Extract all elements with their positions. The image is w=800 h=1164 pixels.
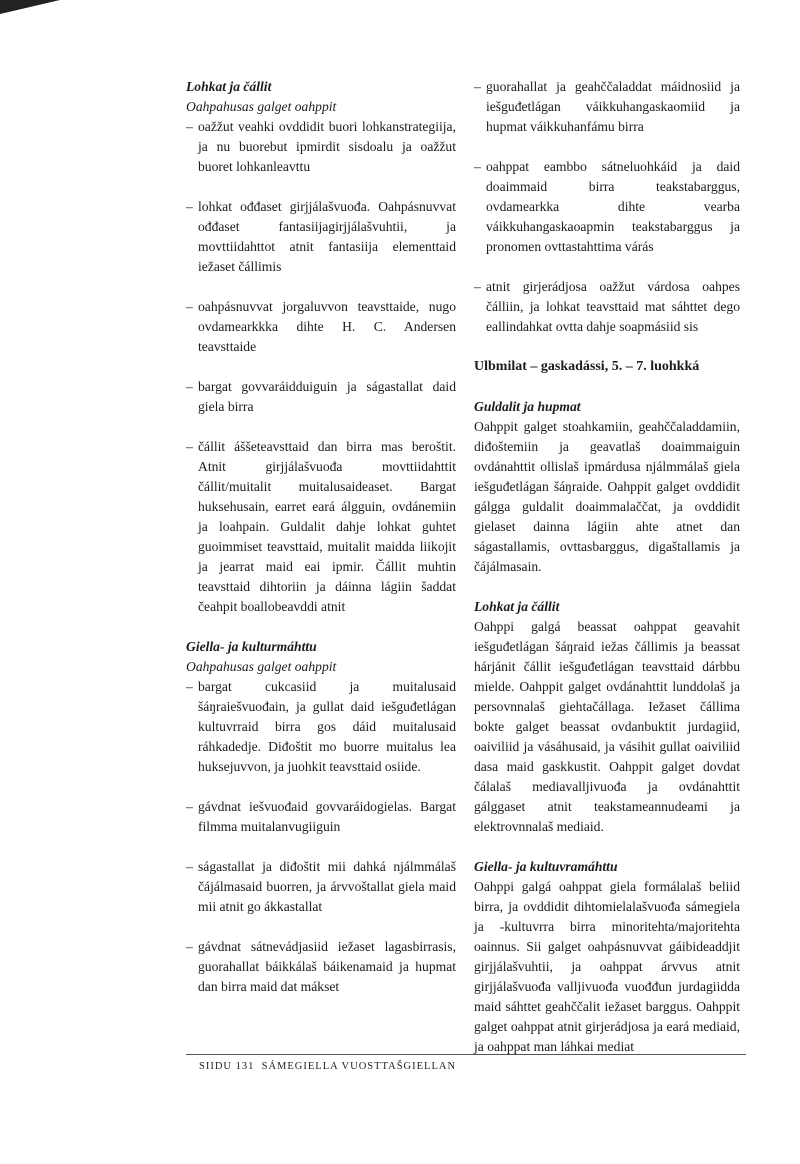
list-item: – atnit girjerádjosa oažžut várdosa oahpes čálliin, ja lohkat teavsttaid mat sáhttet dego eallindahkat ovtta dahje soapmásiid sis	[474, 279, 740, 334]
book-title: SÁMEGIELLA VUOSTTAŠGIELLAN	[261, 1061, 457, 1072]
list-item-text: čállit áššeteavsttaid dan birra mas beroštit. Atnit girjjálašvuođa movttiidahttit čállit/muitalit muitalusaideaset. Bargat huksehusain, earret eará álgguin, ovdánemiin ja loahpain. Guldalit dahje lohkat guhtet guoimmiset teavsttaid, muitalit maidda liikojit ja jearrat maid eai ipmir. Čállit muhtin teavsttaid dihtoriin ja dáinna lágiin šaddat čeahpit boallobeavddi atnit	[198, 439, 456, 614]
list-item-text: guorahallat ja geahččaladdat máidnosiid ja iešguđetlágan váikkuhangaskaomiid ja hupmat váikkuhanfámu birra	[486, 79, 740, 134]
list-item: – čállit áššeteavsttaid dan birra mas beroštit. Atnit girjjálašvuođa movttiidahttit čállit/muitalit muitalusaideaset. Bargat huksehusain, earret eará álgguin, ovdánemiin ja loahpain. Guldalit dahje lohkat guhtet guoimmiset teavsttaid, muitalit maidda liikojit ja jearrat maid eai ipmir. Čállit muhtin teavsttaid dihtoriin ja dáinna lágiin šaddat čeahpit boallobeavddi atnit	[186, 439, 456, 614]
section-paragraph: Oahppit galget stoahkamiin, geahččaladdamiin, diđoštemiin ja geavatlaš doaimmaiguin ovdánahttit ollislaš ipmárdusa njálmmálaš giela iešguđetlágan šáŋraide. Oahppit galget ovddidit gálgga guldalit doaimmalaččat, ja ovddidit gielaset dainna lágiin ahte atnet dan ságastallamis, ovttasbarggus, digaštallamis ja čájálmasain.	[474, 419, 740, 574]
page-footer	[199, 1061, 456, 1072]
list-item-text: oahppat eambbo sátneluohkáid ja daid doaimmaid birra teakstabarggus, ovdamearkka dihte vearba váikkuhangaskaoapmin teakstabarggus ja pronomen ovttastahttima várás	[486, 159, 740, 254]
section-subheading: Oahpahusas galget oahppit	[186, 99, 337, 114]
list-item-text: gávdnat iešvuođaid govvaráidogielas. Bargat filmma muitalanvugiiguin	[198, 799, 456, 834]
section-heading-giella-ja-kulturmahttu: Giella- ja kulturmáhttu	[186, 639, 317, 654]
list-item: – bargat cukcasiid ja muitalusaid šáŋraiešvuođain, ja gullat daid iešguđetlágan kultuvrraid birra gos dáid muitalusaid ráhkadedje. Diđoštit mo buorre muitalus lea huksejuvvon, ja juohkit teavsttaid osiide.	[186, 679, 456, 774]
list-item: – bargat govvaráidduiguin ja ságastallat daid giela birra	[186, 379, 456, 414]
footer-rule	[186, 1054, 746, 1055]
list-item: – gávdnat iešvuođaid govvaráidogielas. Bargat filmma muitalanvugiiguin	[186, 799, 456, 834]
list-item: – oažžut veahki ovddidit buori lohkanstrategiija, ja nu buorebut ipmirdit sisdoalu ja oažžut buoret lohkanleavttu	[186, 119, 456, 174]
section-heading-giella-ja-kultuvramahttu: Giella- ja kultuvramáhttu	[474, 859, 618, 874]
list-item: – oahppat eambbo sátneluohkáid ja daid doaimmaid birra teakstabarggus, ovdamearkka dihte vearba váikkuhangaskaoapmin teakstabarggus ja pronomen ovttastahttima várás	[474, 159, 740, 254]
section-heading-guldalit-ja-hupmat: Guldalit ja hupmat	[474, 399, 581, 414]
list-item: – lohkat ođđaset girjjálašvuođa. Oahpásnuvvat ođđaset fantasiijagirjjálašvuhtii, ja movttiidahttot atnit fantasiija elementtaid iežaset čállimis	[186, 199, 456, 274]
list-item: – gávdnat sátnevádjasiid iežaset lagasbirrasis, guorahallat báikkálaš báikenamaid ja hupmat dan birra maid dat mákset	[186, 939, 456, 994]
section-paragraph: Oahppi galgá beassat oahppat geavahit iešguđetlágan šáŋraid iežas čállimis ja beassat hárjánit čállit iešguđetlágan teavsttaid dárbbu mielde. Oahppit galget ovdánahttit lunddolaš ja persovnnalaš giehtačállaga. Iežaset čállima bokte galget beassat ovdanbuktit jurdagiid, oaiviliid ja vásáhusaid, ja vásihit gullat oaiviliid dasa maid gaskkustit. Oahppit galget dovdat čálalaš mediavalljivuođa ja ovdánahttit gálggaset atnit teakstameannudeami ja elektrovnnalaš mediaid.	[474, 619, 740, 834]
level-heading: Ulbmilat – gaskadássi, 5. – 7. luohkká	[474, 359, 700, 374]
list-item: – oahpásnuvvat jorgaluvvon teavsttaide, nugo ovdamearkkka dihte H. C. Andersen teavsttaide	[186, 299, 456, 354]
list-item-text: atnit girjerádjosa oažžut várdosa oahpes čálliin, ja lohkat teavsttaid mat sáhttet dego eallindahkat ovtta dahje soapmásiid sis	[486, 279, 740, 334]
list-item: – ságastallat ja diđoštit mii dahká njálmmálaš čájálmasaid buorren, ja árvvoštallat giela maid mii atnit go ákkastallat	[186, 859, 456, 914]
left-column	[186, 77, 456, 997]
list-item-text: gávdnat sátnevádjasiid iežaset lagasbirrasis, guorahallat báikkálaš báikenamaid ja hupmat dan birra maid dat mákset	[198, 939, 456, 994]
section-subheading: Oahpahusas galget oahppit	[186, 659, 337, 674]
list-item-text: lohkat ođđaset girjjálašvuođa. Oahpásnuvvat ođđaset fantasiijagirjjálašvuhtii, ja movttiidahttot atnit fantasiija elementtaid iežaset čállimis	[198, 199, 456, 274]
list-item-text: ságastallat ja diđoštit mii dahká njálmmálaš čájálmasaid buorren, ja árvvoštallat giela maid mii atnit go ákkastallat	[198, 859, 456, 914]
right-column	[474, 77, 740, 1057]
section-heading-lohkat-ja-callit: Lohkat ja čállit	[474, 599, 560, 614]
list-item: – guorahallat ja geahččaladdat máidnosiid ja iešguđetlágan váikkuhangaskaomiid ja hupmat váikkuhanfámu birra	[474, 79, 740, 134]
scan-edge-mark	[0, 0, 60, 14]
list-item-text: bargat cukcasiid ja muitalusaid šáŋraiešvuođain, ja gullat daid iešguđetlágan kultuvrraid birra gos dáid muitalusaid ráhkadedje. Diđoštit mo buorre muitalus lea huksejuvvon, ja juohkit teavsttaid osiide.	[198, 679, 456, 774]
list-item-text: oahpásnuvvat jorgaluvvon teavsttaide, nugo ovdamearkkka dihte H. C. Andersen teavsttaide	[198, 299, 456, 354]
section-paragraph: Oahppi galgá oahppat giela formálalaš beliid birra, ja ovddidit dihtomielalašvuođa sámegiela ja -kultuvrra birra minoritehta/majoritehta oainnus. Sii galget oahpásnuvvat gáibideaddjit girjjálašvuhtii, ja oahppat árvvus atnit girjjálašvuođa valljivuođa vuođđun jurdagiidda maid sáhttet geahččalit iežaset barggus. Oahppit galget oahppat atnit girjerádjosa ja eará mediaid, ja oahppat man láhkai mediat	[474, 879, 740, 1054]
section-heading-lohkat-ja-callit: Lohkat ja čállit	[186, 79, 272, 94]
page-number-label: SIIDU 131	[199, 1061, 255, 1072]
list-item-text: oažžut veahki ovddidit buori lohkanstrategiija, ja nu buorebut ipmirdit sisdoalu ja oažžut buoret lohkanleavttu	[198, 119, 456, 174]
list-item-text: bargat govvaráidduiguin ja ságastallat daid giela birra	[198, 379, 456, 414]
